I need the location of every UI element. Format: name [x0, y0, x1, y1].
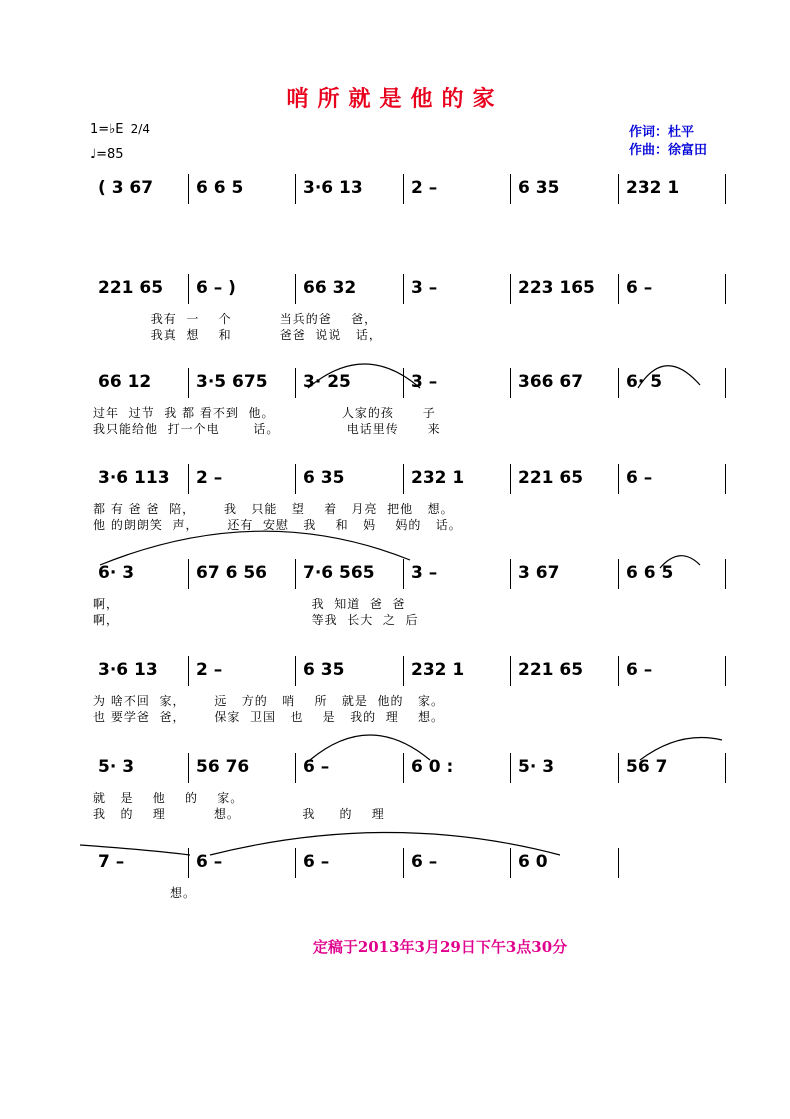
lyric-line: 都 有 爸 爸 陪， 我 只能 望 着 月亮 把他 想。 — [93, 502, 454, 516]
barline — [510, 656, 511, 686]
measure: ( 3 67 — [98, 178, 154, 198]
time-signature: 2/4 — [130, 122, 150, 136]
barline — [188, 464, 189, 494]
measure: 6 – — [626, 278, 653, 298]
measure: 5· 3 — [518, 757, 555, 777]
measure: 6 6 5 — [626, 563, 674, 583]
barline — [618, 753, 619, 783]
barline — [403, 753, 404, 783]
measure: 3·6 113 — [98, 468, 170, 488]
lyric-line: 他 的朗朗笑 声， 还有 安慰 我 和 妈 妈的 话。 — [93, 518, 462, 532]
measure: 2 – — [196, 468, 223, 488]
barline — [618, 274, 619, 304]
measure: 6 35 — [303, 468, 345, 488]
measure: 6 35 — [518, 178, 560, 198]
barline — [725, 274, 726, 304]
barline — [510, 274, 511, 304]
barline — [403, 274, 404, 304]
measure: 6 – — [196, 852, 223, 872]
lyric-line: 想。 — [93, 886, 197, 900]
measure: 6 – — [626, 660, 653, 680]
barline — [510, 753, 511, 783]
footer-date: 定稿于2013年3月29日下午3点30分 — [312, 938, 568, 956]
barline — [510, 368, 511, 398]
barline — [295, 559, 296, 589]
measure: 3 – — [411, 278, 438, 298]
measure: 6 – — [303, 757, 330, 777]
measure: 3·6 13 — [303, 178, 363, 198]
barline — [618, 464, 619, 494]
song-title: 哨所就是他的家 — [286, 86, 504, 112]
barline — [188, 753, 189, 783]
lyric-line: 啊， 等我 长大 之 后 — [93, 613, 419, 627]
barline — [295, 848, 296, 878]
measure: 2 – — [411, 178, 438, 198]
measure: 223 165 — [518, 278, 595, 298]
tempo-marking: ♩=85 — [90, 147, 124, 162]
barline — [295, 174, 296, 204]
slur — [80, 845, 190, 855]
lyric-line: 也 要学爸 爸， 保家 卫国 也 是 我的 理 想。 — [93, 710, 444, 724]
lyric-line: 就 是 他 的 家。 — [93, 791, 244, 805]
measure: 232 1 — [411, 660, 465, 680]
barline — [403, 174, 404, 204]
measure: 6 – ) — [196, 278, 236, 298]
barline — [725, 174, 726, 204]
barline — [725, 559, 726, 589]
barline — [188, 656, 189, 686]
barline — [188, 274, 189, 304]
lyric-line: 过年 过节 我 都 看不到 他。 人家的孩 子 — [93, 406, 436, 420]
measure: 232 1 — [626, 178, 680, 198]
composer-credit: 作曲：徐富田 — [629, 143, 708, 158]
barline — [403, 464, 404, 494]
key-signature: 1=♭E — [90, 122, 124, 137]
measure: 6 – — [626, 468, 653, 488]
measure: 7 – — [98, 852, 125, 872]
barline — [618, 368, 619, 398]
barline — [618, 848, 619, 878]
measure: 232 1 — [411, 468, 465, 488]
lyric-line: 我真 想 和 爸爸 说说 话， — [93, 328, 382, 342]
measure: 6 35 — [303, 660, 345, 680]
barline — [295, 656, 296, 686]
barline — [510, 848, 511, 878]
lyric-line: 我 的 理 想。 我 的 理 — [93, 807, 385, 821]
barline — [725, 656, 726, 686]
lyric-line: 我有 一 个 当兵的爸 爸， — [93, 312, 378, 326]
measure: 221 65 — [98, 278, 164, 298]
slur — [100, 531, 410, 565]
measure: 3 67 — [518, 563, 560, 583]
barline — [295, 753, 296, 783]
lyricist-credit: 作词：杜平 — [629, 125, 695, 140]
measure: 221 65 — [518, 660, 584, 680]
measure: 6· 3 — [98, 563, 135, 583]
measure: 66 32 — [303, 278, 357, 298]
barline — [188, 559, 189, 589]
lyric-line: 为 啥不回 家， 远 方的 哨 所 就是 他的 家。 — [93, 694, 444, 708]
measure: 3·5 675 — [196, 372, 268, 392]
credits — [629, 124, 707, 160]
barline — [295, 274, 296, 304]
measure: 6 6 5 — [196, 178, 244, 198]
measure: 6 0 : — [411, 757, 454, 777]
barline — [618, 559, 619, 589]
measure: 3· 25 — [303, 372, 351, 392]
lyric-line: 我只能给他 打一个电 话。 电话里传 来 — [93, 422, 441, 436]
barline — [188, 848, 189, 878]
barline — [510, 174, 511, 204]
barline — [725, 464, 726, 494]
measure: 2 – — [196, 660, 223, 680]
measure: 66 12 — [98, 372, 152, 392]
measure: 6 0 — [518, 852, 548, 872]
barline — [295, 368, 296, 398]
barline — [403, 848, 404, 878]
barline — [725, 753, 726, 783]
measure: 6· 5 — [626, 372, 663, 392]
measure: 67 6 56 — [196, 563, 267, 583]
measure: 3 – — [411, 372, 438, 392]
measure: 3·6 13 — [98, 660, 158, 680]
barline — [188, 368, 189, 398]
barline — [510, 559, 511, 589]
barline — [725, 368, 726, 398]
measure: 56 76 — [196, 757, 250, 777]
barline — [618, 174, 619, 204]
slur — [210, 833, 560, 856]
key-tempo-block — [90, 120, 150, 164]
lyric-line: 啊， 我 知道 爸 爸 — [93, 597, 406, 611]
barline — [403, 368, 404, 398]
measure: 221 65 — [518, 468, 584, 488]
measure: 3 – — [411, 563, 438, 583]
barline — [188, 174, 189, 204]
measure: 7·6 565 — [303, 563, 375, 583]
measure: 6 – — [303, 852, 330, 872]
barline — [295, 464, 296, 494]
measure: 5· 3 — [98, 757, 135, 777]
barline — [618, 656, 619, 686]
measure: 56 7 — [626, 757, 668, 777]
measure: 6 – — [411, 852, 438, 872]
barline — [403, 559, 404, 589]
measure: 366 67 — [518, 372, 584, 392]
barline — [510, 464, 511, 494]
barline — [403, 656, 404, 686]
